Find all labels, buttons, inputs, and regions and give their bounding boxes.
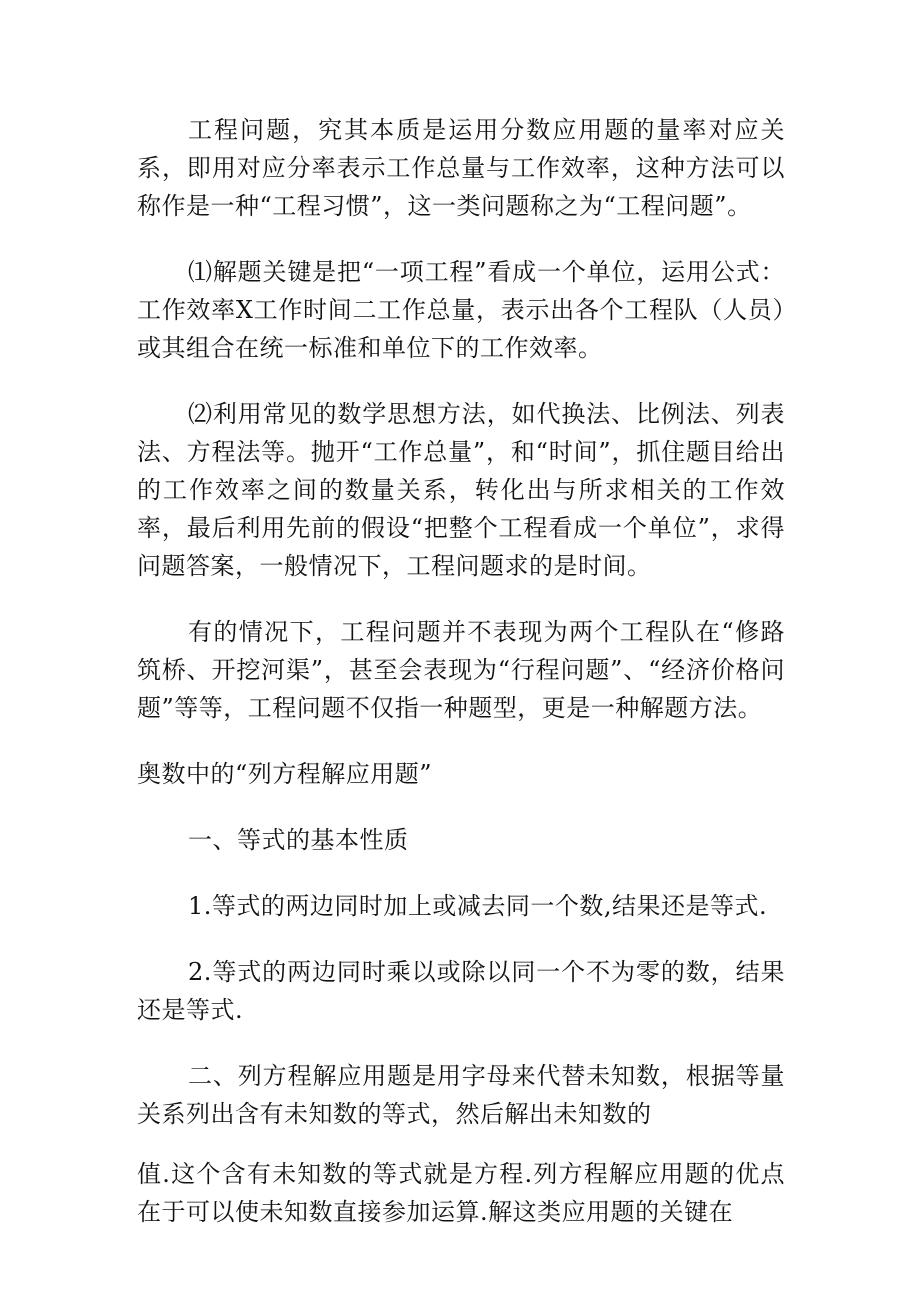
property-1: 1.等式的两边同时加上或减去同一个数,结果还是等式. xyxy=(188,892,768,920)
section-heading-equations: 奥数中的“列方程解应用题” xyxy=(137,760,433,788)
paragraph-equation-definition: 值.这个含有未知数的等式就是方程.列方程解应用题的优点在于可以使未知数直接参加运算.解这类应用题的关键在 xyxy=(137,1160,785,1226)
subheading-equality-properties: 一、等式的基本性质 xyxy=(188,826,409,854)
paragraph-engineering-intro: 工程问题，究其本质是运用分数应用题的量率对应关系，即用对应分率表示工作总量与工作效率，这种方法可以称作是一种“工程习惯”，这一类问题称之为“工程问题”。 xyxy=(137,116,785,220)
paragraph-key-point-1: ⑴解题关键是把“一项工程”看成一个单位，运用公式：工作效率X工作时间二工作总量，表示出各个工程队（人员）或其组合在统一标准和单位下的工作效率。 xyxy=(137,258,785,362)
paragraph-equation-method: 二、列方程解应用题是用字母来代替未知数，根据等量关系列出含有未知数的等式，然后解出未知数的 xyxy=(137,1062,785,1128)
document-page xyxy=(137,111,785,1259)
paragraph-other-cases: 有的情况下，工程问题并不表现为两个工程队在“修路筑桥、开挖河渠”，甚至会表现为“行程问题”、“经济价格问题”等等，工程问题不仅指一种题型，更是一种解题方法。 xyxy=(137,618,785,722)
property-2: 2.等式的两边同时乘以或除以同一个不为零的数，结果还是等式. xyxy=(137,958,785,1024)
paragraph-key-point-2: ⑵利用常见的数学思想方法，如代换法、比例法、列表法、方程法等。抛开“工作总量”，和“时间”，抓住题目给出的工作效率之间的数量关系，转化出与所求相关的工作效率，最后利用先前的假设“把整个工程看成一个单位”，求得问题答案，一般情况下，工程问题求的是时间。 xyxy=(137,400,785,580)
